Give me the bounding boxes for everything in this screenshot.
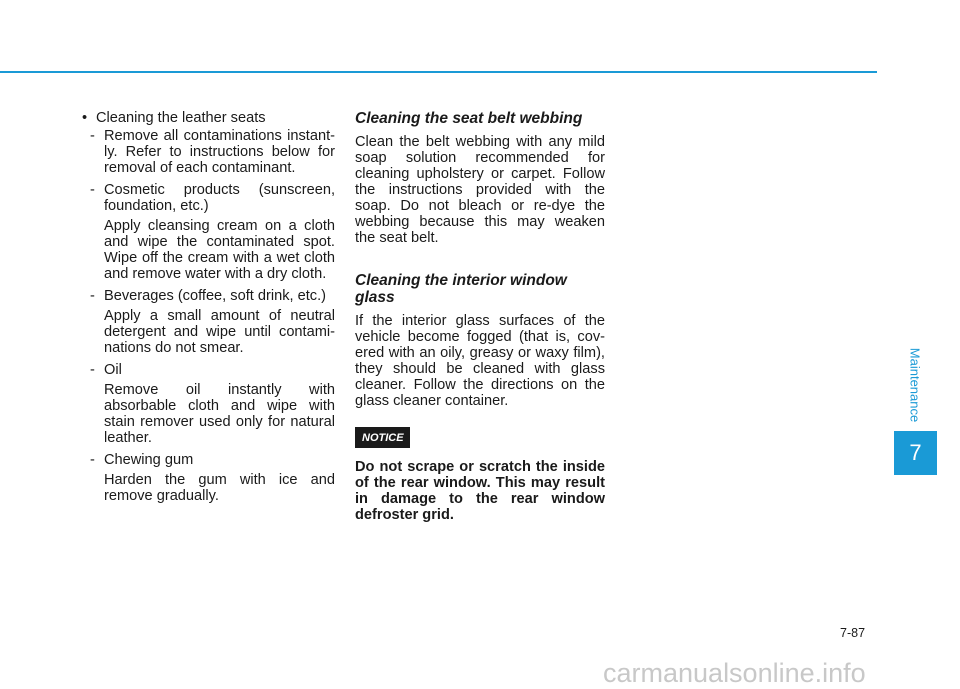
footer-watermark[interactable]: carmanualsonline.info: [603, 658, 866, 688]
dash-marker: -: [90, 452, 95, 468]
chapter-side-label: [904, 340, 926, 430]
chapter-title: Maintenance: [907, 347, 923, 423]
item-lead: Oil: [104, 362, 122, 378]
notice-text: Do not scrape or scratch the inside of the rear window. This may result in damage to the rear window defroster grid.: [355, 459, 605, 523]
list-item: [82, 288, 335, 304]
page-number: 7-87: [840, 626, 866, 640]
item-lead: Cosmetic products (sunscreen, foundation, etc.): [104, 182, 335, 214]
item-body: Remove oil instantly with absorbable cloth and wipe with stain remover used only for natural leather.: [104, 382, 335, 446]
window-glass-paragraph: If the interior glass surfaces of the vehicle become fogged (that is, covered with an oily, greasy or waxy film), they should be cleaned with glass cleaner. Follow the directions on the glass cleaner container.: [355, 313, 605, 409]
bullet-title: Cleaning the leather seats: [96, 110, 266, 126]
section-heading-seat-belt: Cleaning the seat belt webbing: [355, 110, 583, 127]
header-rule: [0, 71, 877, 73]
dash-marker: -: [90, 362, 95, 378]
notice-badge: NOTICE: [355, 427, 410, 448]
item-body: Apply a small amount of neutral detergent and wipe until contaminations do not smear.: [104, 308, 335, 356]
bullet-dot: •: [82, 110, 88, 126]
list-item: [82, 128, 335, 176]
section-heading-window-glass: Cleaning the interior window glass: [355, 272, 567, 306]
dash-marker: -: [90, 128, 95, 144]
seat-belt-paragraph: Clean the belt webbing with any mild soap solution recommended for cleaning upholstery or carpet. Follow the instructions provided with the soap. Do not bleach or re-dye the webbing because this may weaken the seat belt.: [355, 134, 605, 246]
item-body: Apply cleansing cream on a cloth and wipe the contaminated spot. Wipe off the cream with a wet cloth and remove water with a dry cloth.: [104, 218, 335, 282]
list-item: [82, 362, 335, 378]
dash-marker: -: [90, 288, 95, 304]
list-item: [82, 182, 335, 214]
chapter-number-box: [894, 431, 937, 475]
item-lead: Remove all contaminations instantly. Refer to instructions below for removal of each contaminant.: [104, 128, 335, 176]
item-lead: Chewing gum: [104, 452, 194, 468]
item-body: Harden the gum with ice and remove gradually.: [104, 472, 335, 504]
dash-marker: -: [90, 182, 95, 198]
chapter-number: 7: [909, 440, 922, 465]
left-column: [82, 110, 335, 510]
item-lead: Beverages (coffee, soft drink, etc.): [104, 288, 326, 304]
list-item: [82, 452, 335, 468]
right-column: [355, 110, 605, 538]
bullet-heading: [82, 110, 335, 126]
